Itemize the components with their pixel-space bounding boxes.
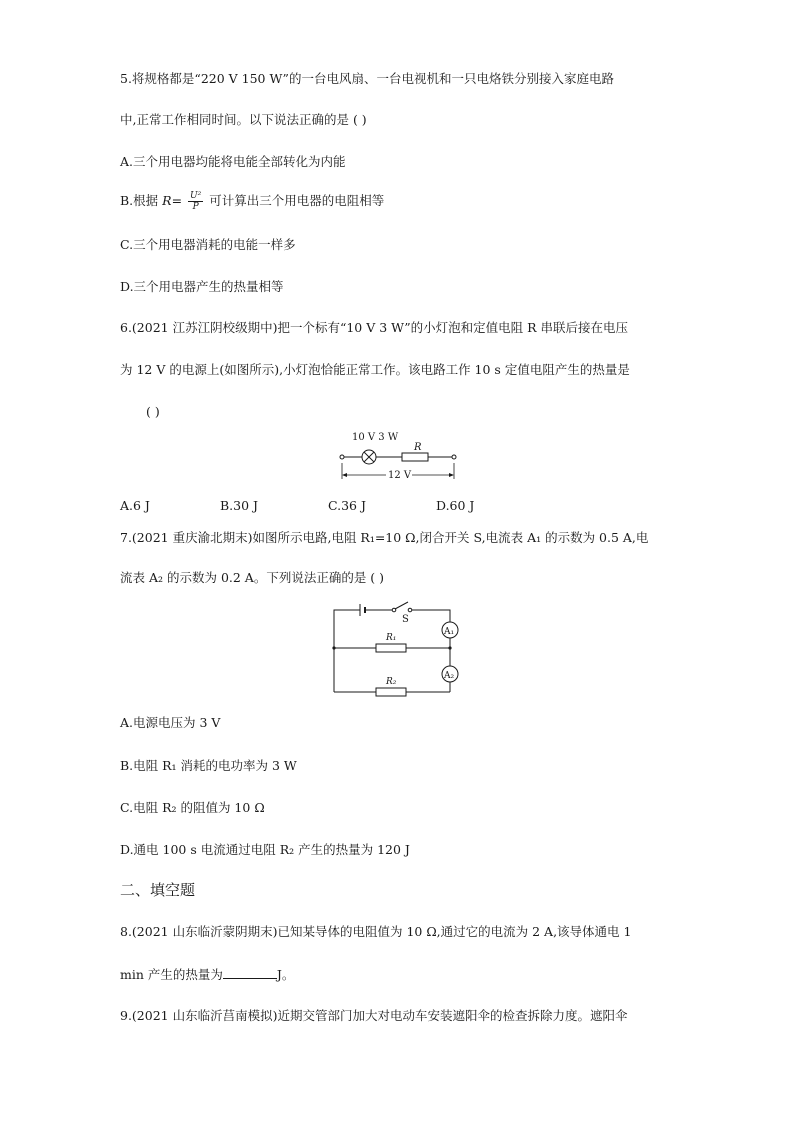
q6-resistor-label: R [414,442,422,453]
q6-resistor-symbol [402,453,428,461]
q7-circuit-diagram [330,600,466,696]
q6-option-b: B.30 J [220,498,259,513]
q6-voltage-label: 12 V [388,470,412,481]
q7-resistor-r2 [376,688,406,696]
q5-stem-line1: 5.将规格都是“220 V 150 W”的一台电风扇、一台电视机和一只电烙铁分别接入家庭电路 [120,71,614,86]
q7-switch-contact [408,608,412,612]
q5-stem-line2: 中,正常工作相同时间。以下说法正确的是 ( ) [120,112,367,127]
q6-stem-line2: 为 12 V 的电源上(如图所示),小灯泡恰能正常工作。该电路工作 10 s 定值电阻产生的热量是 [120,362,630,377]
q7-option-c: C.电阻 R₂ 的阻值为 10 Ω [120,800,265,815]
q9-stem-line1: 9.(2021 山东临沂莒南模拟)近期交管部门加大对电动车安装遮阳伞的检查拆除力度。遮阳伞 [120,1008,628,1023]
q5-option-d: D.三个用电器产生的热量相等 [120,279,284,294]
q5-option-b-var: R= [162,193,183,208]
q6-terminal-left [340,455,344,459]
q5-formula-numerator: U² [190,191,202,201]
q6-option-c: C.36 J [328,498,366,513]
q5-option-b-suffix: 可计算出三个用电器的电阻相等 [209,193,385,208]
q5-formula-fraction [188,191,203,212]
q5-formula-denominator: P [192,202,199,212]
q8-answer-blank [223,966,277,979]
q5-option-b-prefix: B.根据 [120,193,159,208]
q6-option-d: D.60 J [436,498,475,513]
q7-junction-right [448,646,451,649]
q5-option-c: C.三个用电器消耗的电能一样多 [120,237,296,252]
q5-option-b [120,191,384,212]
q7-a2-label: A₂ [444,671,455,681]
q7-option-d: D.通电 100 s 电流通过电阻 R₂ 产生的热量为 120 J [120,842,410,857]
q7-r1-label: R₁ [386,633,397,643]
q7-r2-label: R₂ [386,677,397,687]
q7-a1-label: A₁ [444,627,455,637]
q6-terminal-right [452,455,456,459]
q7-option-a: A.电源电压为 3 V [120,715,221,730]
q8-line2-suffix: J。 [276,967,295,982]
q6-lamp-label: 10 V 3 W [352,432,399,443]
q5-option-a: A.三个用电器均能将电能全部转化为内能 [120,154,346,169]
q7-switch-label: S [402,614,409,625]
q6-options [120,498,540,514]
q7-option-b: B.电阻 R₁ 消耗的电功率为 3 W [120,758,297,773]
q6-circuit-diagram [330,430,470,490]
q8-stem-line2 [120,966,294,983]
q7-resistor-r1 [376,644,406,652]
q8-stem-line1: 8.(2021 山东临沂蒙阴期末)已知某导体的电阻值为 10 Ω,通过它的电流为 2 A,该导体通电 1 [120,924,632,939]
q8-line2-prefix: min 产生的热量为 [120,967,223,982]
q7-switch-blade [395,602,408,609]
q7-junction-left [332,646,335,649]
q7-stem-line1: 7.(2021 重庆渝北期末)如图所示电路,电阻 R₁=10 Ω,闭合开关 S,电流表 A₁ 的示数为 0.5 A,电 [120,530,649,545]
q7-stem-line2: 流表 A₂ 的示数为 0.2 A。下列说法正确的是 ( ) [120,570,385,585]
section-heading-fill-in: 二、填空题 [120,881,196,899]
q6-answer-paren: ( ) [146,404,160,419]
q6-option-a: A.6 J [120,498,150,513]
q6-stem-line1: 6.(2021 江苏江阴校级期中)把一个标有“10 V 3 W”的小灯泡和定值电阻 R 串联后接在电压 [120,320,628,335]
